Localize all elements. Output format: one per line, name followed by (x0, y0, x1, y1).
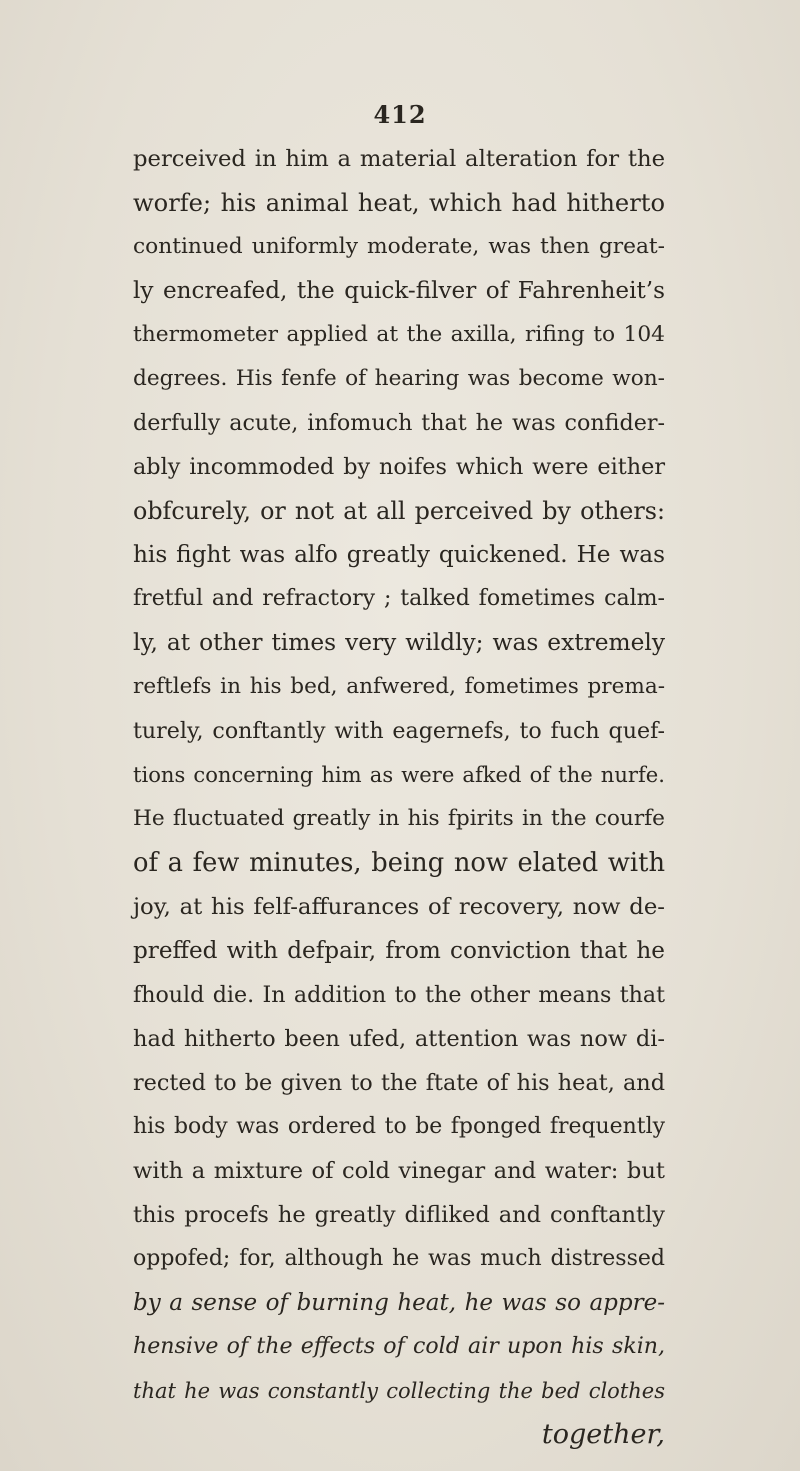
text-line-1: perceived in him a material alteration for the (133, 146, 665, 172)
text-line-2: worfe; his animal heat, which had hitherto (133, 189, 665, 217)
text-line-24: with a mixture of cold vinegar and water: but (133, 1158, 665, 1184)
text-line-12: ly, at other times very wildly; was extremely (133, 629, 665, 656)
text-line-26: oppofed; for, although he was much distressed (133, 1246, 665, 1271)
text-line-28: hensive of the effects of cold air upon his skin, (133, 1334, 665, 1359)
page-number: 412 (373, 100, 427, 129)
text-line-19: preffed with defpair, from conviction that he (133, 938, 665, 964)
text-line-29: that he was constantly collecting the bed clothes (133, 1379, 665, 1403)
text-line-27: by a sense of burning heat, he was so appre- (133, 1290, 665, 1316)
text-line-25: this procefs he greatly difliked and conftantly (133, 1202, 665, 1228)
text-line-9: obfcurely, or not at all perceived by others: (133, 497, 665, 525)
text-line-18: joy, at his felf-affurances of recovery, now de- (133, 894, 665, 920)
text-line-16: He fluctuated greatly in his fpirits in the courfe (133, 806, 665, 831)
text-line-30: together, (541, 1419, 665, 1450)
text-line-15: tions concerning him as were afked of the nurfe. (133, 762, 665, 787)
text-line-3: continued uniformly moderate, was then great- (133, 234, 665, 259)
text-line-14: turely, conftantly with eagernefs, to fuch quef- (133, 718, 665, 744)
text-line-22: rected to be given to the ftate of his heat, and (133, 1070, 665, 1096)
text-line-5: thermometer applied at the axilla, rifing to 104 (133, 322, 665, 347)
text-line-7: derfully acute, infomuch that he was confider- (133, 410, 665, 436)
text-line-6: degrees. His fenfe of hearing was become won- (133, 366, 665, 391)
text-line-17: of a few minutes, being now elated with (133, 848, 665, 878)
text-line-21: had hitherto been ufed, attention was now di- (133, 1026, 665, 1052)
text-line-13: reftlefs in his bed, anfwered, fometimes prema- (133, 674, 665, 699)
text-line-20: fhould die. In addition to the other means that (133, 982, 665, 1008)
text-line-8: ably incommoded by noifes which were either (133, 454, 665, 480)
text-line-10: his fight was alfo greatly quickened. He was (133, 541, 665, 568)
text-line-4: ly encreafed, the quick-filver of Fahrenheit’s (133, 278, 665, 304)
text-line-23: his body was ordered to be fponged frequently (133, 1114, 665, 1139)
text-line-11: fretful and refractory ; talked fometimes calm- (133, 586, 665, 611)
